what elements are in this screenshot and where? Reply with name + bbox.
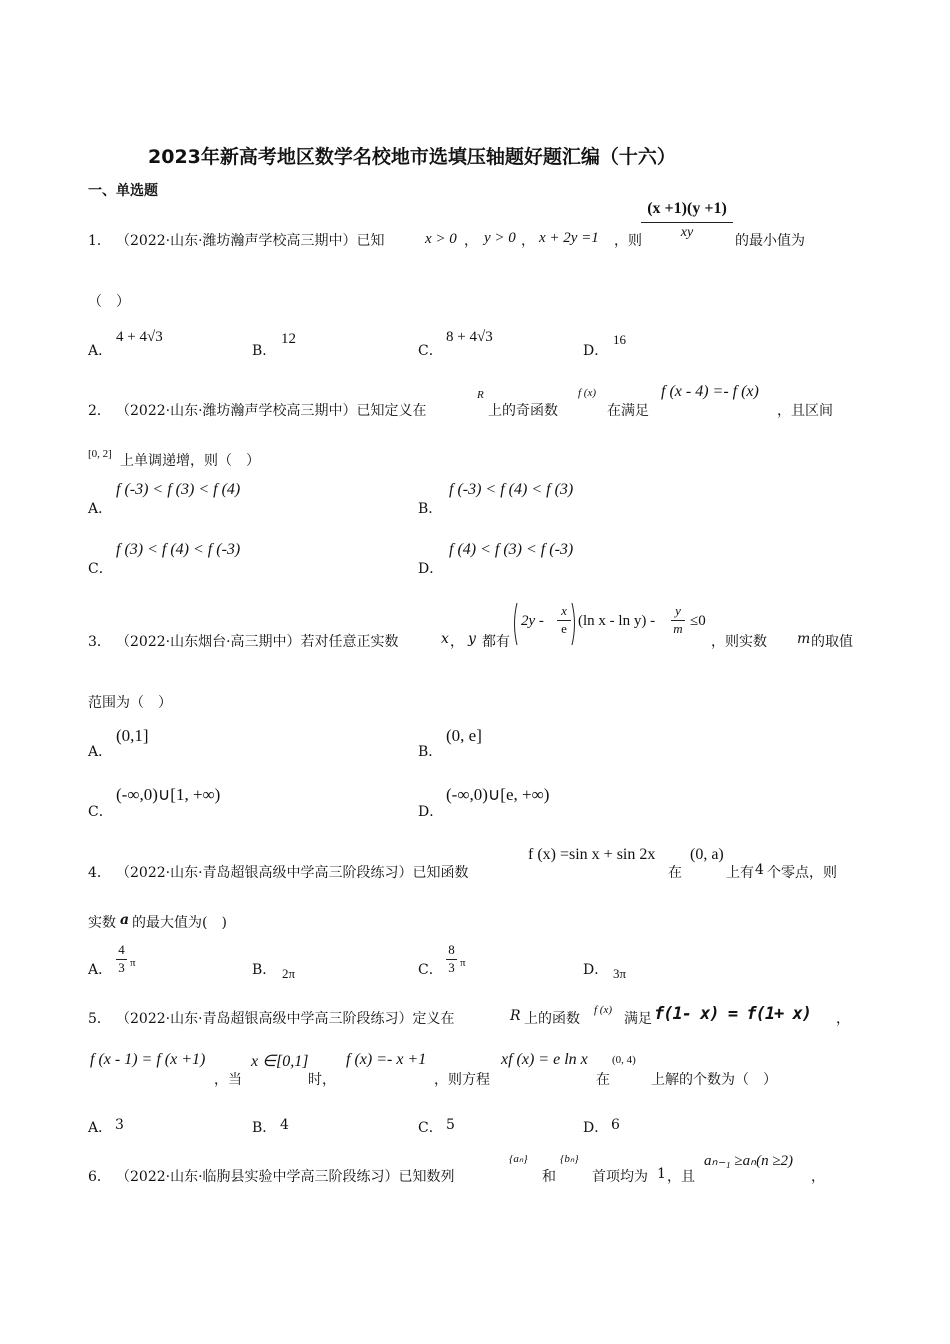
q2-opt-c-expr: f (3) < f (4) < f (-3) xyxy=(116,541,241,558)
q5-opt-d-expr: 6 xyxy=(611,1117,620,1133)
q3-text4: 的取值 xyxy=(811,634,853,650)
q2-opt-b-label: B． xyxy=(418,501,443,517)
q3-var-m: m xyxy=(797,631,811,647)
q3-fraction-1 xyxy=(557,603,571,637)
q1-opt-b-label: B． xyxy=(252,343,277,359)
q2-opt-d-label: D． xyxy=(418,561,444,577)
q6-seq-b: {bₙ} xyxy=(560,1153,579,1165)
q3-opt-a-expr: (0,1] xyxy=(116,726,149,745)
q3-expr-part2: (ln x - ln y) - xyxy=(578,613,656,629)
q4-opt-b-expr: 2π xyxy=(282,966,296,981)
q2-equation: f (x - 4) =- f (x) xyxy=(661,383,759,400)
q1-fraction-bar xyxy=(641,222,733,223)
q1-opt-a-label: A． xyxy=(88,343,113,359)
q3-line2: 范围为（ ） xyxy=(88,695,172,711)
q1-opt-b-expr: 12 xyxy=(281,331,296,347)
q4-number: 4． xyxy=(88,865,111,881)
q3-fraction-2 xyxy=(671,603,685,637)
q4-interval: (0, a) xyxy=(690,846,724,863)
q3-opt-d-expr: (-∞,0)∪[e, +∞) xyxy=(446,785,550,804)
q5-opt-a-expr: 3 xyxy=(115,1117,124,1133)
q4-opt-c-num: 8 xyxy=(448,942,455,957)
q1-cond-y: y > 0 xyxy=(484,230,516,246)
q2-opt-b-expr: f (-3) < f (4) < f (3) xyxy=(449,481,574,498)
q1-opt-d-label: D． xyxy=(583,343,609,359)
q5-opt-a-label: A． xyxy=(88,1120,113,1136)
q4-line2a: 实数 xyxy=(88,915,116,931)
q4-opt-b-label: B． xyxy=(252,962,277,978)
q5-number: 5． xyxy=(88,1011,111,1027)
q4-opt-c-pi: π xyxy=(460,957,466,969)
q3-var-y: y xyxy=(468,631,476,647)
q5-opt-b-label: B． xyxy=(252,1120,277,1136)
q1-cond-x: x > 0 xyxy=(425,231,457,247)
q1-fraction-denominator: xy xyxy=(680,225,694,240)
q3-opt-c-expr: (-∞,0)∪[1, +∞) xyxy=(116,785,221,804)
q6-inequality: aₙ₋₁ ≥aₙ(n ≥2) xyxy=(704,1153,794,1169)
q3-expr-part1: 2y - xyxy=(521,613,544,629)
q5-source: （2022·山东·青岛超银高级中学高三阶段练习）定义在 xyxy=(116,1011,455,1027)
q3-f1-den: e xyxy=(561,621,567,636)
q3-opt-a-label: A． xyxy=(88,744,113,760)
q3-right-paren xyxy=(570,602,578,646)
q5-domain: x ∈[0,1] xyxy=(251,1053,309,1070)
q3-opt-c-label: C． xyxy=(88,804,113,820)
q4-number-4: 4 xyxy=(755,862,764,878)
q6-seq-a: {aₙ} xyxy=(509,1153,528,1165)
q2-R: R xyxy=(477,389,484,401)
q4-text4: 个零点，则 xyxy=(767,865,837,881)
q2-opt-d-expr: f (4) < f (3) < f (-3) xyxy=(449,541,574,558)
q3-text3: ，则实数 xyxy=(711,634,767,650)
section-heading: 一、单选题 xyxy=(88,183,158,199)
q6-one: 1 xyxy=(657,1166,666,1182)
q5-periodic: f (x - 1) = f (x +1) xyxy=(90,1051,206,1068)
q6-source: （2022·山东·临朐县实验中学高三阶段练习）已知数列 xyxy=(116,1169,455,1185)
q4-opt-d-label: D． xyxy=(583,962,609,978)
q2-text4: ，且区间 xyxy=(777,403,833,419)
q3-opt-b-label: B． xyxy=(418,744,443,760)
q6-text5: ， xyxy=(811,1169,825,1185)
q6-text2: 和 xyxy=(542,1169,556,1185)
q5-text4: ，当 xyxy=(214,1072,242,1088)
q2-number: 2． xyxy=(88,403,111,419)
q5-interval: (0, 4) xyxy=(612,1054,636,1066)
q2-fx: f (x) xyxy=(578,387,597,399)
q5-opt-b-expr: 4 xyxy=(280,1117,289,1133)
q1-cond-sum: x + 2y =1 xyxy=(539,230,599,246)
q2-interval: [0, 2] xyxy=(88,448,112,460)
q1-opt-d-expr: 16 xyxy=(613,332,626,347)
q1-opt-c-expr: 8 + 4√3 xyxy=(446,329,493,345)
q4-opt-a-fraction xyxy=(116,942,127,976)
q1-then: ，则 xyxy=(614,233,642,249)
q3-f2-num: y xyxy=(675,603,681,618)
q3-number: 3． xyxy=(88,634,111,650)
q1-opt-c-label: C． xyxy=(418,343,443,359)
q6-text4: ，且 xyxy=(667,1169,695,1185)
q5-equation: xf (x) = e ln x xyxy=(501,1051,588,1068)
q3-opt-b-expr: (0, e] xyxy=(446,726,482,745)
q4-opt-c-label: C． xyxy=(418,962,443,978)
q5-text6: ，则方程 xyxy=(434,1072,490,1088)
q4-opt-a-label: A． xyxy=(88,962,113,978)
q1-sep2: ， xyxy=(521,233,535,249)
q5-opt-c-expr: 5 xyxy=(446,1117,455,1133)
q3-expr-part3: ≤0 xyxy=(690,613,706,629)
q5-text3: 满足 xyxy=(624,1011,652,1027)
q4-opt-a-den: 3 xyxy=(118,960,125,975)
q1-source: （2022·山东·潍坊瀚声学校高三期中）已知 xyxy=(116,233,385,249)
page-title: 2023年新高考地区数学名校地市选填压轴题好题汇编（十六） xyxy=(148,146,676,168)
q5-text7: 在 xyxy=(596,1072,610,1088)
q4-text3: 上有 xyxy=(726,865,754,881)
q4-line2b: 的最大值为( ) xyxy=(132,915,227,931)
q2-text5: 上单调递增，则（ ） xyxy=(120,453,260,469)
q5-text5: 时， xyxy=(308,1072,336,1088)
q3-opt-d-label: D． xyxy=(418,804,444,820)
q2-opt-a-label: A． xyxy=(88,501,113,517)
q1-fraction xyxy=(641,200,733,241)
q4-text2: 在 xyxy=(668,865,682,881)
q4-opt-a-pi: π xyxy=(130,957,136,969)
q1-opt-a-expr: 4 + 4√3 xyxy=(116,329,163,345)
q2-opt-a-expr: f (-3) < f (3) < f (4) xyxy=(116,481,241,498)
q5-text2: 上的函数 xyxy=(524,1011,580,1027)
q4-var-a: a xyxy=(120,912,130,928)
q3-text2: 都有 xyxy=(482,634,510,650)
q2-text3: 在满足 xyxy=(607,403,649,419)
q3-f1-num: x xyxy=(561,603,567,618)
q1-fraction-numerator: (x +1)(y +1) xyxy=(647,200,727,217)
q5-opt-c-label: C． xyxy=(418,1120,443,1136)
q5-text8: 上解的个数为（ ） xyxy=(651,1072,777,1088)
q3-left-paren xyxy=(511,602,519,646)
q2-text2: 上的奇函数 xyxy=(488,403,558,419)
q2-opt-c-label: C． xyxy=(88,561,113,577)
q5-text3b: ， xyxy=(836,1011,850,1027)
q6-text3: 首项均为 xyxy=(592,1169,648,1185)
q1-sep1: ， xyxy=(464,233,478,249)
q5-opt-d-label: D． xyxy=(583,1120,609,1136)
q1-tail: 的最小值为 xyxy=(735,233,805,249)
q5-symmetry: f(1- x) = f(1+ x) xyxy=(654,1004,811,1024)
q4-opt-a-num: 4 xyxy=(118,942,125,957)
q4-opt-d-expr: 3π xyxy=(613,966,627,981)
q3-var-x: x xyxy=(441,631,449,647)
q3-comma: ， xyxy=(450,634,464,650)
q3-source: （2022·山东烟台·高三期中）若对任意正实数 xyxy=(116,634,399,650)
q4-opt-c-den: 3 xyxy=(448,960,455,975)
q1-paren: （ ） xyxy=(88,294,130,310)
q5-piece: f (x) =- x +1 xyxy=(346,1051,427,1068)
q6-number: 6． xyxy=(88,1169,111,1185)
q4-opt-c-fraction xyxy=(446,942,457,976)
q2-source: （2022·山东·潍坊瀚声学校高三期中）已知定义在 xyxy=(116,403,427,419)
q4-source: （2022·山东·青岛超银高级中学高三阶段练习）已知函数 xyxy=(116,865,469,881)
q5-fx: f (x) xyxy=(594,1004,613,1016)
q4-function: f (x) =sin x + sin 2x xyxy=(528,846,656,863)
q5-R: R xyxy=(510,1008,521,1024)
q3-f2-den: m xyxy=(673,621,683,636)
q1-number: 1． xyxy=(88,233,111,249)
